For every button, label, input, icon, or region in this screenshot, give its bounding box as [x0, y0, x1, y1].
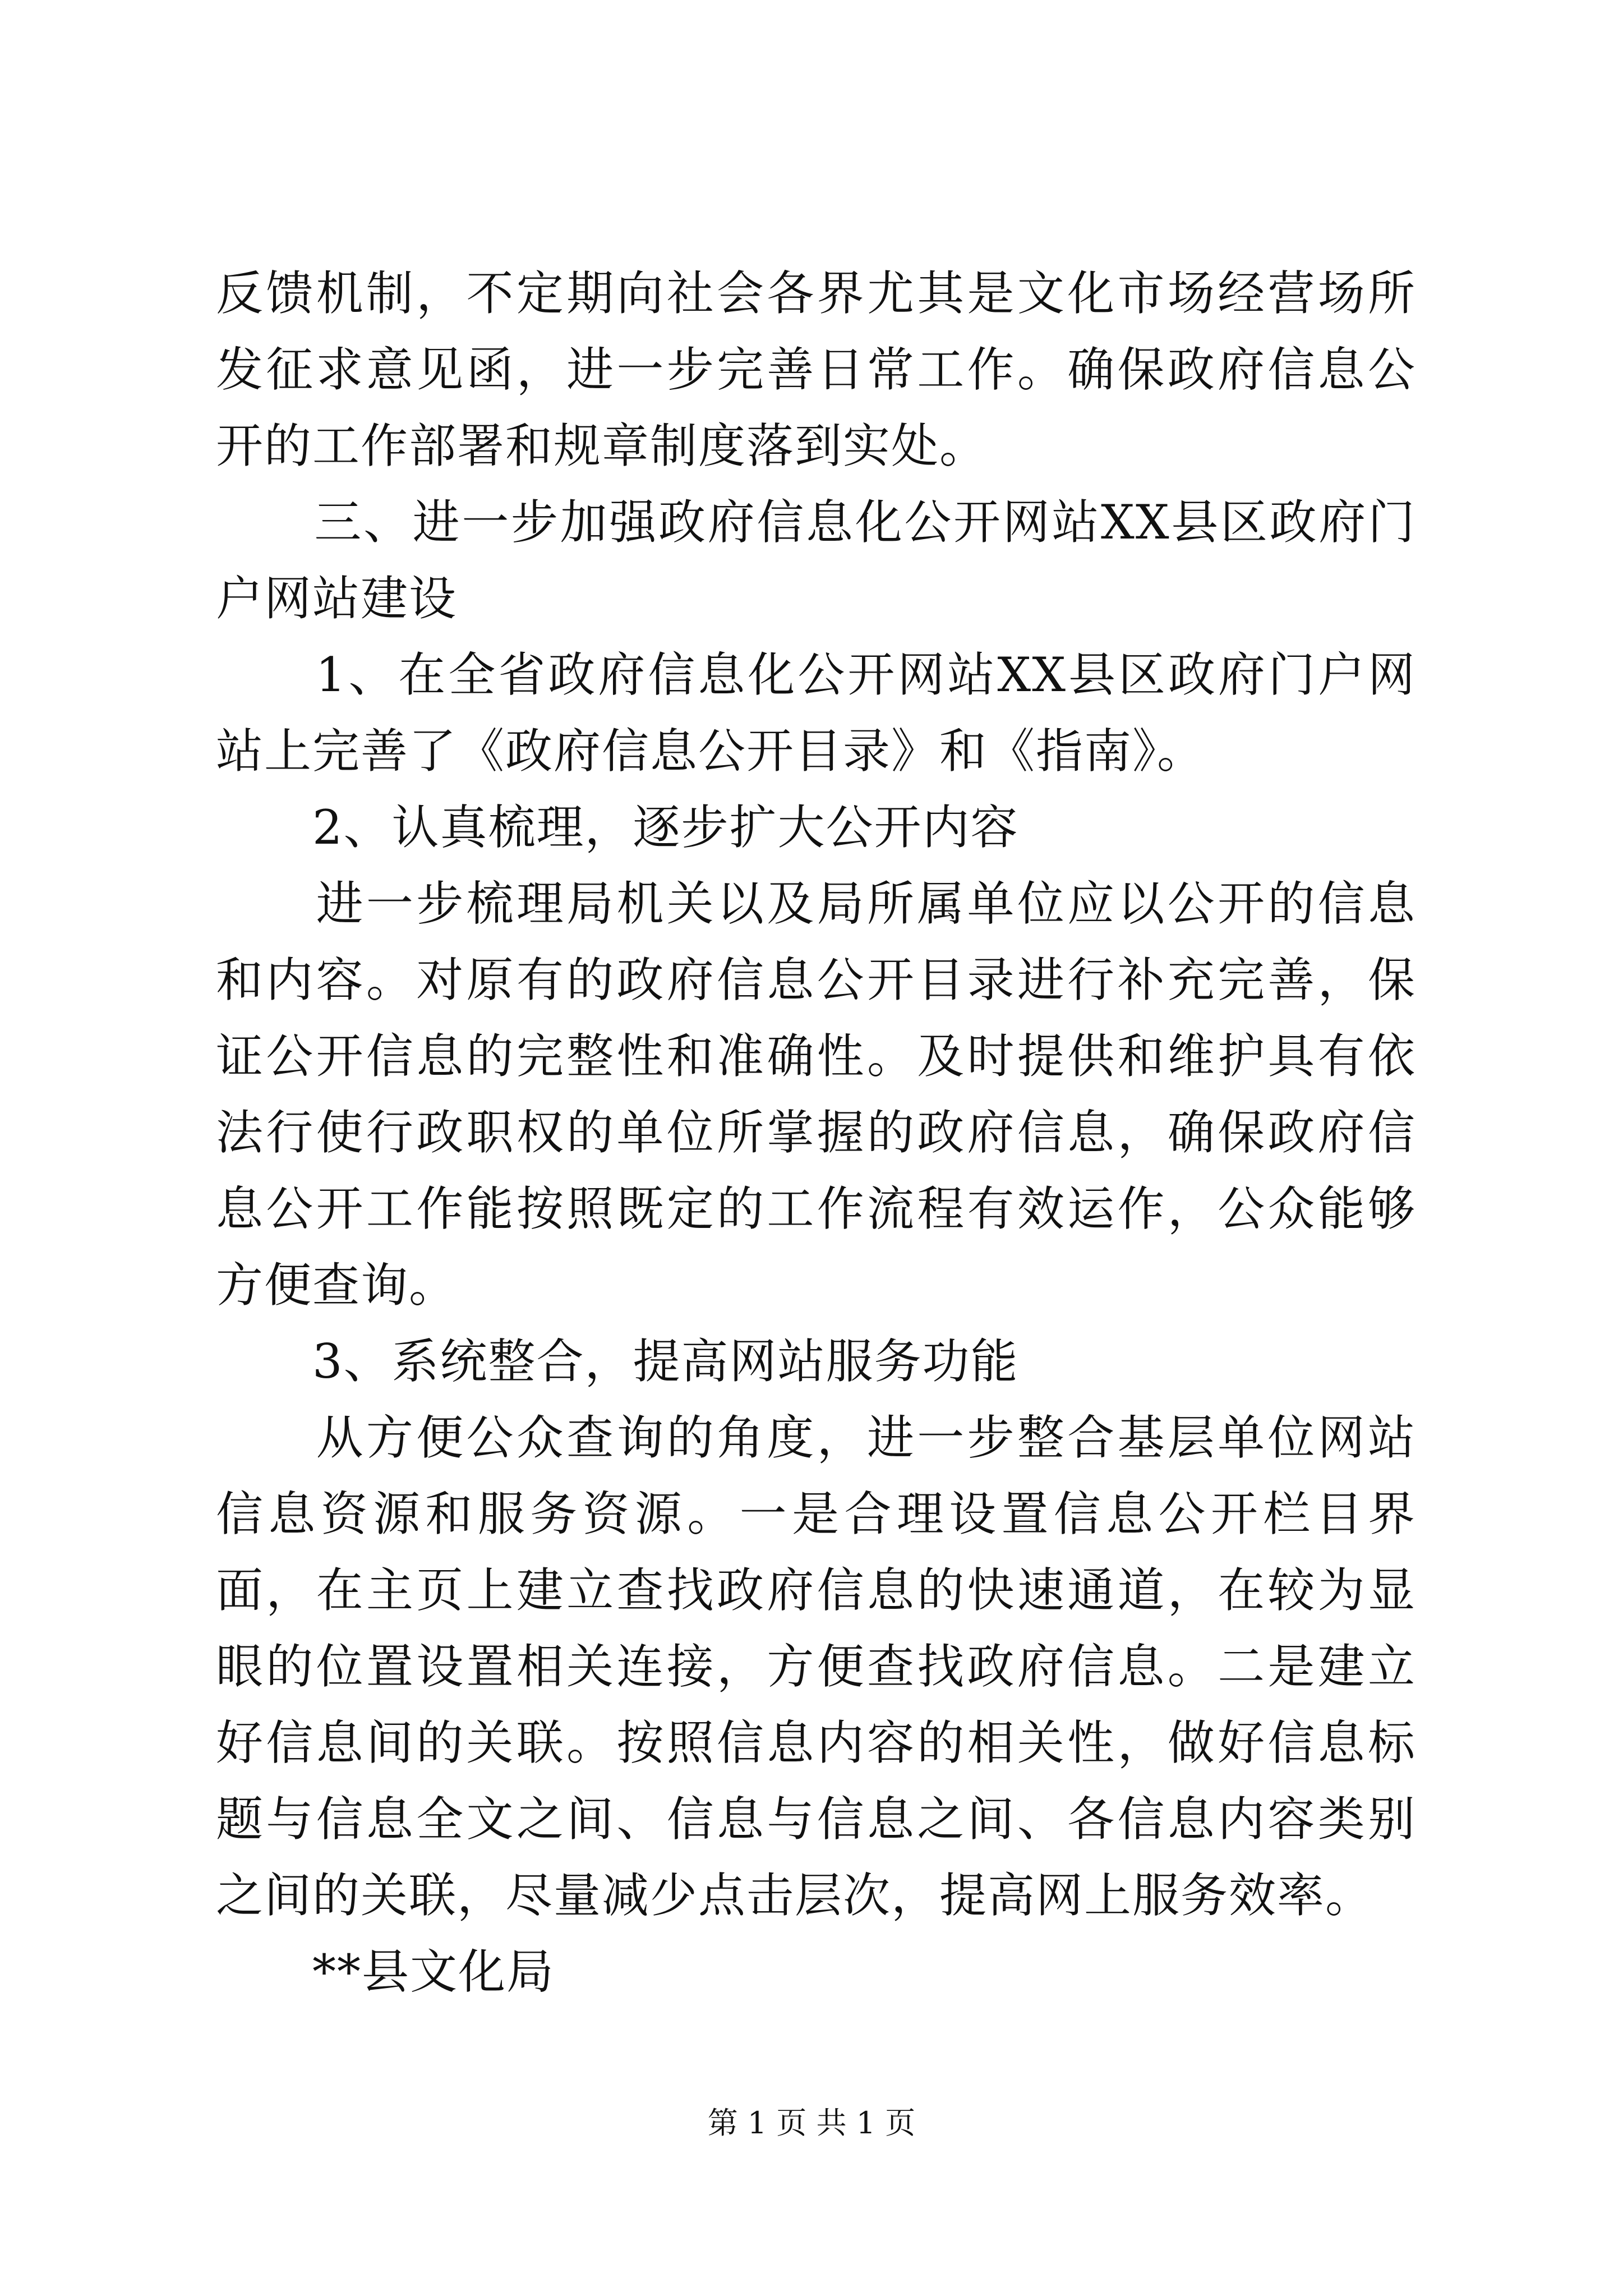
item-3-body: 从方便公众查询的角度，进一步整合基层单位网站信息资源和服务资源。一是合理设置信息公开栏目界面，在主页上建立查找政府信息的快速通道，在较为显眼的位置设置相关连接，方便查找政府信息。二是建立好信息间的关联。按照信息内容的相关性，做好信息标题与信息全文之间、信息与信息之间、各信息内容类别之间的关联，尽量减少点击层次，提高网上服务效率。	[216, 1410, 1416, 1923]
document-body	[216, 255, 1416, 2010]
item-1: 1、在全省政府信息化公开网站XX县区政府门户网站上完善了《政府信息公开目录》和《指南》。	[216, 647, 1416, 779]
item-2-body: 进一步梳理局机关以及局所属单位应以公开的信息和内容。对原有的政府信息公开目录进行补充完善，保证公开信息的完整性和准确性。及时提供和维护具有依法行使行政职权的单位所掌握的政府信息，确保政府信息公开工作能按照既定的工作流程有效运作，公众能够方便查询。	[216, 876, 1416, 1313]
signature-line: **县文化局	[216, 1944, 555, 1999]
page-footer: 第 1 页 共 1 页	[707, 2105, 916, 2141]
item-2-heading: 2、认真梳理，逐步扩大公开内容	[216, 800, 1019, 855]
paragraph-continuation: 反馈机制，不定期向社会各界尤其是文化市场经营场所发征求意见函，进一步完善日常工作。确保政府信息公开的工作部署和规章制度落到实处。	[216, 266, 1416, 473]
item-3-heading: 3、系统整合，提高网站服务功能	[216, 1334, 1019, 1389]
section-heading-3: 三、进一步加强政府信息化公开网站XX县区政府门户网站建设	[216, 495, 1416, 626]
